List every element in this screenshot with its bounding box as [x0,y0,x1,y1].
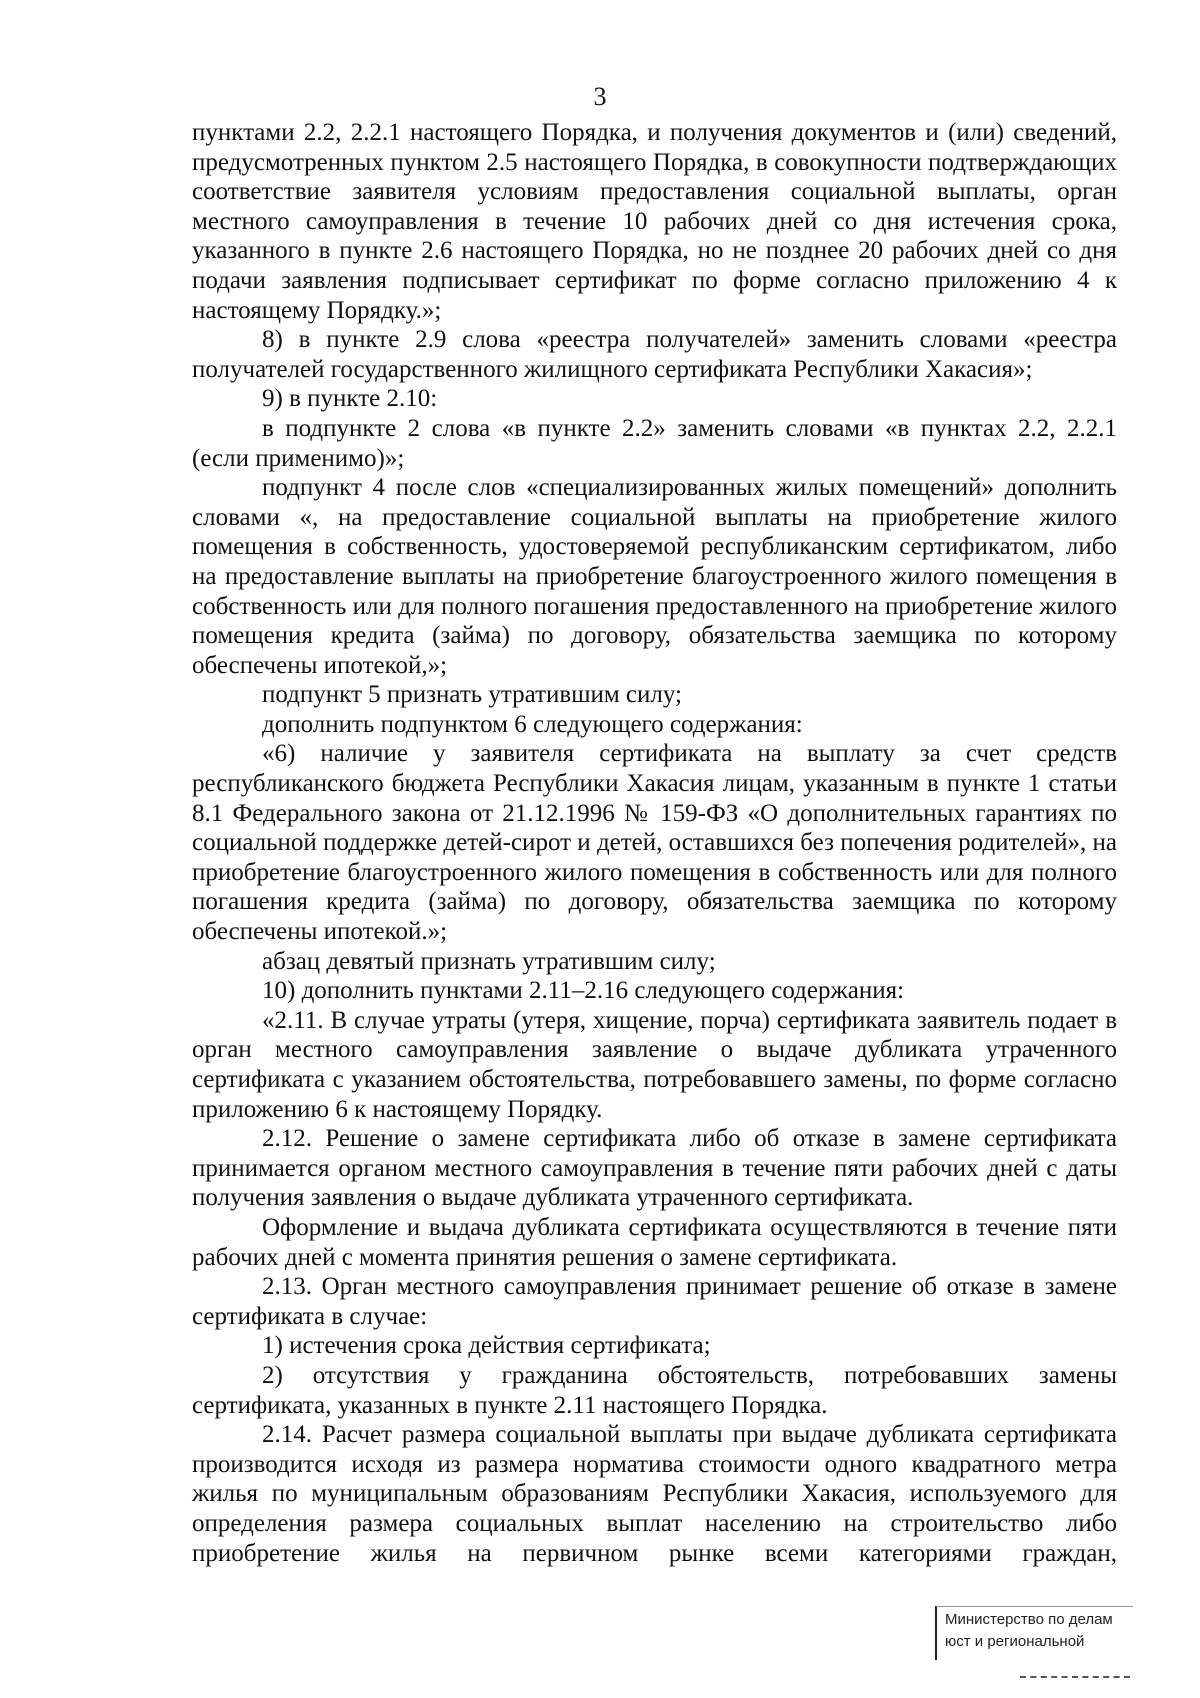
paragraph: Оформление и выдача дубликата сертификата осуществляются в течение пяти рабочих дней с момента принятия решения о замене сертификата. [192,1213,1117,1271]
page-number: 3 [593,82,607,111]
paragraph: пунктами 2.2, 2.2.1 настоящего Порядка, и получения документов и (или) сведений, предусмотренных пунктом 2.5 настоящего Порядка, в совокупности подтверждающих соответствие заявителя условиям предоставления социальной выплаты, орган местного самоуправления в течение 10 рабочих дней со дня истечения срока, указанного в пункте 2.6 настоящего Порядка, но не позднее 20 рабочих дней со дня подачи заявления подписывает сертификат по форме согласно приложению 4 к настоящему Порядку.»; [192,119,1117,324]
paragraph: 2.13. Орган местного самоуправления принимает решение об отказе в замене сертификата в случае: [192,1273,1117,1330]
paragraph: 2) отсутствия у гражданина обстоятельств, потребовавших замены сертификата, указанных в пункте 2.11 настоящего Порядка. [192,1361,1117,1419]
paragraph: 10) дополнить пунктами 2.11–2.16 следующего содержания: [262,977,905,1005]
paragraph: 8) в пункте 2.9 слова «реестра получателей» заменить словами «реестра получателей государственного жилищного сертификата Республики Хакасия»; [192,326,1117,383]
ministry-stamp [935,1606,1133,1660]
paragraph: подпункт 5 признать утратившим силу; [262,681,682,709]
paragraph: в подпункте 2 слова «в пункте 2.2» заменить словами «в пунктах 2.2, 2.2.1 (если применимо)»; [192,414,1117,472]
stamp-divider [1020,1676,1130,1678]
paragraph: подпункт 4 после слов «специализированных жилых помещений» дополнить словами «, на предоставление социальной выплаты на приобретение жилого помещения в собственность, удостоверяемой республиканским сертификатом, либо на предоставление выплаты на приобретение благоустроенного жилого помещения в собственность или для полного погашения предоставленного на приобретение жилого помещения кредита (займа) по договору, обязательства заемщика по которому обеспечены ипотекой,»; [192,474,1117,679]
stamp-line-1: Министерство по делам [945,1611,1113,1628]
paragraph: 2.12. Решение о замене сертификата либо об отказе в замене сертификата принимается органом местного самоуправления в течение пяти рабочих дней с даты получения заявления о выдаче дубликата утраченного сертификата. [192,1125,1117,1212]
paragraph: «6) наличие у заявителя сертификата на выплату за счет средств республиканского бюджета Республики Хакасия лицам, указанным в пункте 1 статьи 8.1 Федерального закона от 21.12.1996 № 159-ФЗ «О дополнительных гарантиях по социальной поддержке детей-сирот и детей, оставшихся без попечения родителей», на приобретение благоустроенного жилого помещения в собственность или для полного погашения кредита (займа) по договору, обязательства заемщика по которому обеспечены ипотекой.»; [192,740,1117,946]
stamp-line-2: юст и региональной [945,1633,1085,1650]
document-body [192,118,1117,1568]
paragraph: дополнить подпунктом 6 следующего содержания: [262,710,803,738]
paragraph: абзац девятый признать утратившим силу; [262,947,716,975]
paragraph: 9) в пункте 2.10: [262,385,438,413]
paragraph: 2.14. Расчет размера социальной выплаты при выдаче дубликата сертификата производится исходя из размера норматива стоимости одного квадратного метра жилья по муниципальным образованиям Республики Хакасия, используемого для определения размера социальных выплат населению на строительство либо приобретение жилья на первичном рынке всеми категориями граждан, [192,1421,1117,1567]
paragraph: «2.11. В случае утраты (утеря, хищение, порча) сертификата заявитель подает в орган местного самоуправления заявление о выдаче дубликата утраченного сертификата с указанием обстоятельства, потребовавшего замены, по форме согласно приложению 6 к настоящему Порядку. [192,1006,1117,1123]
paragraph: 1) истечения срока действия сертификата; [262,1332,711,1360]
